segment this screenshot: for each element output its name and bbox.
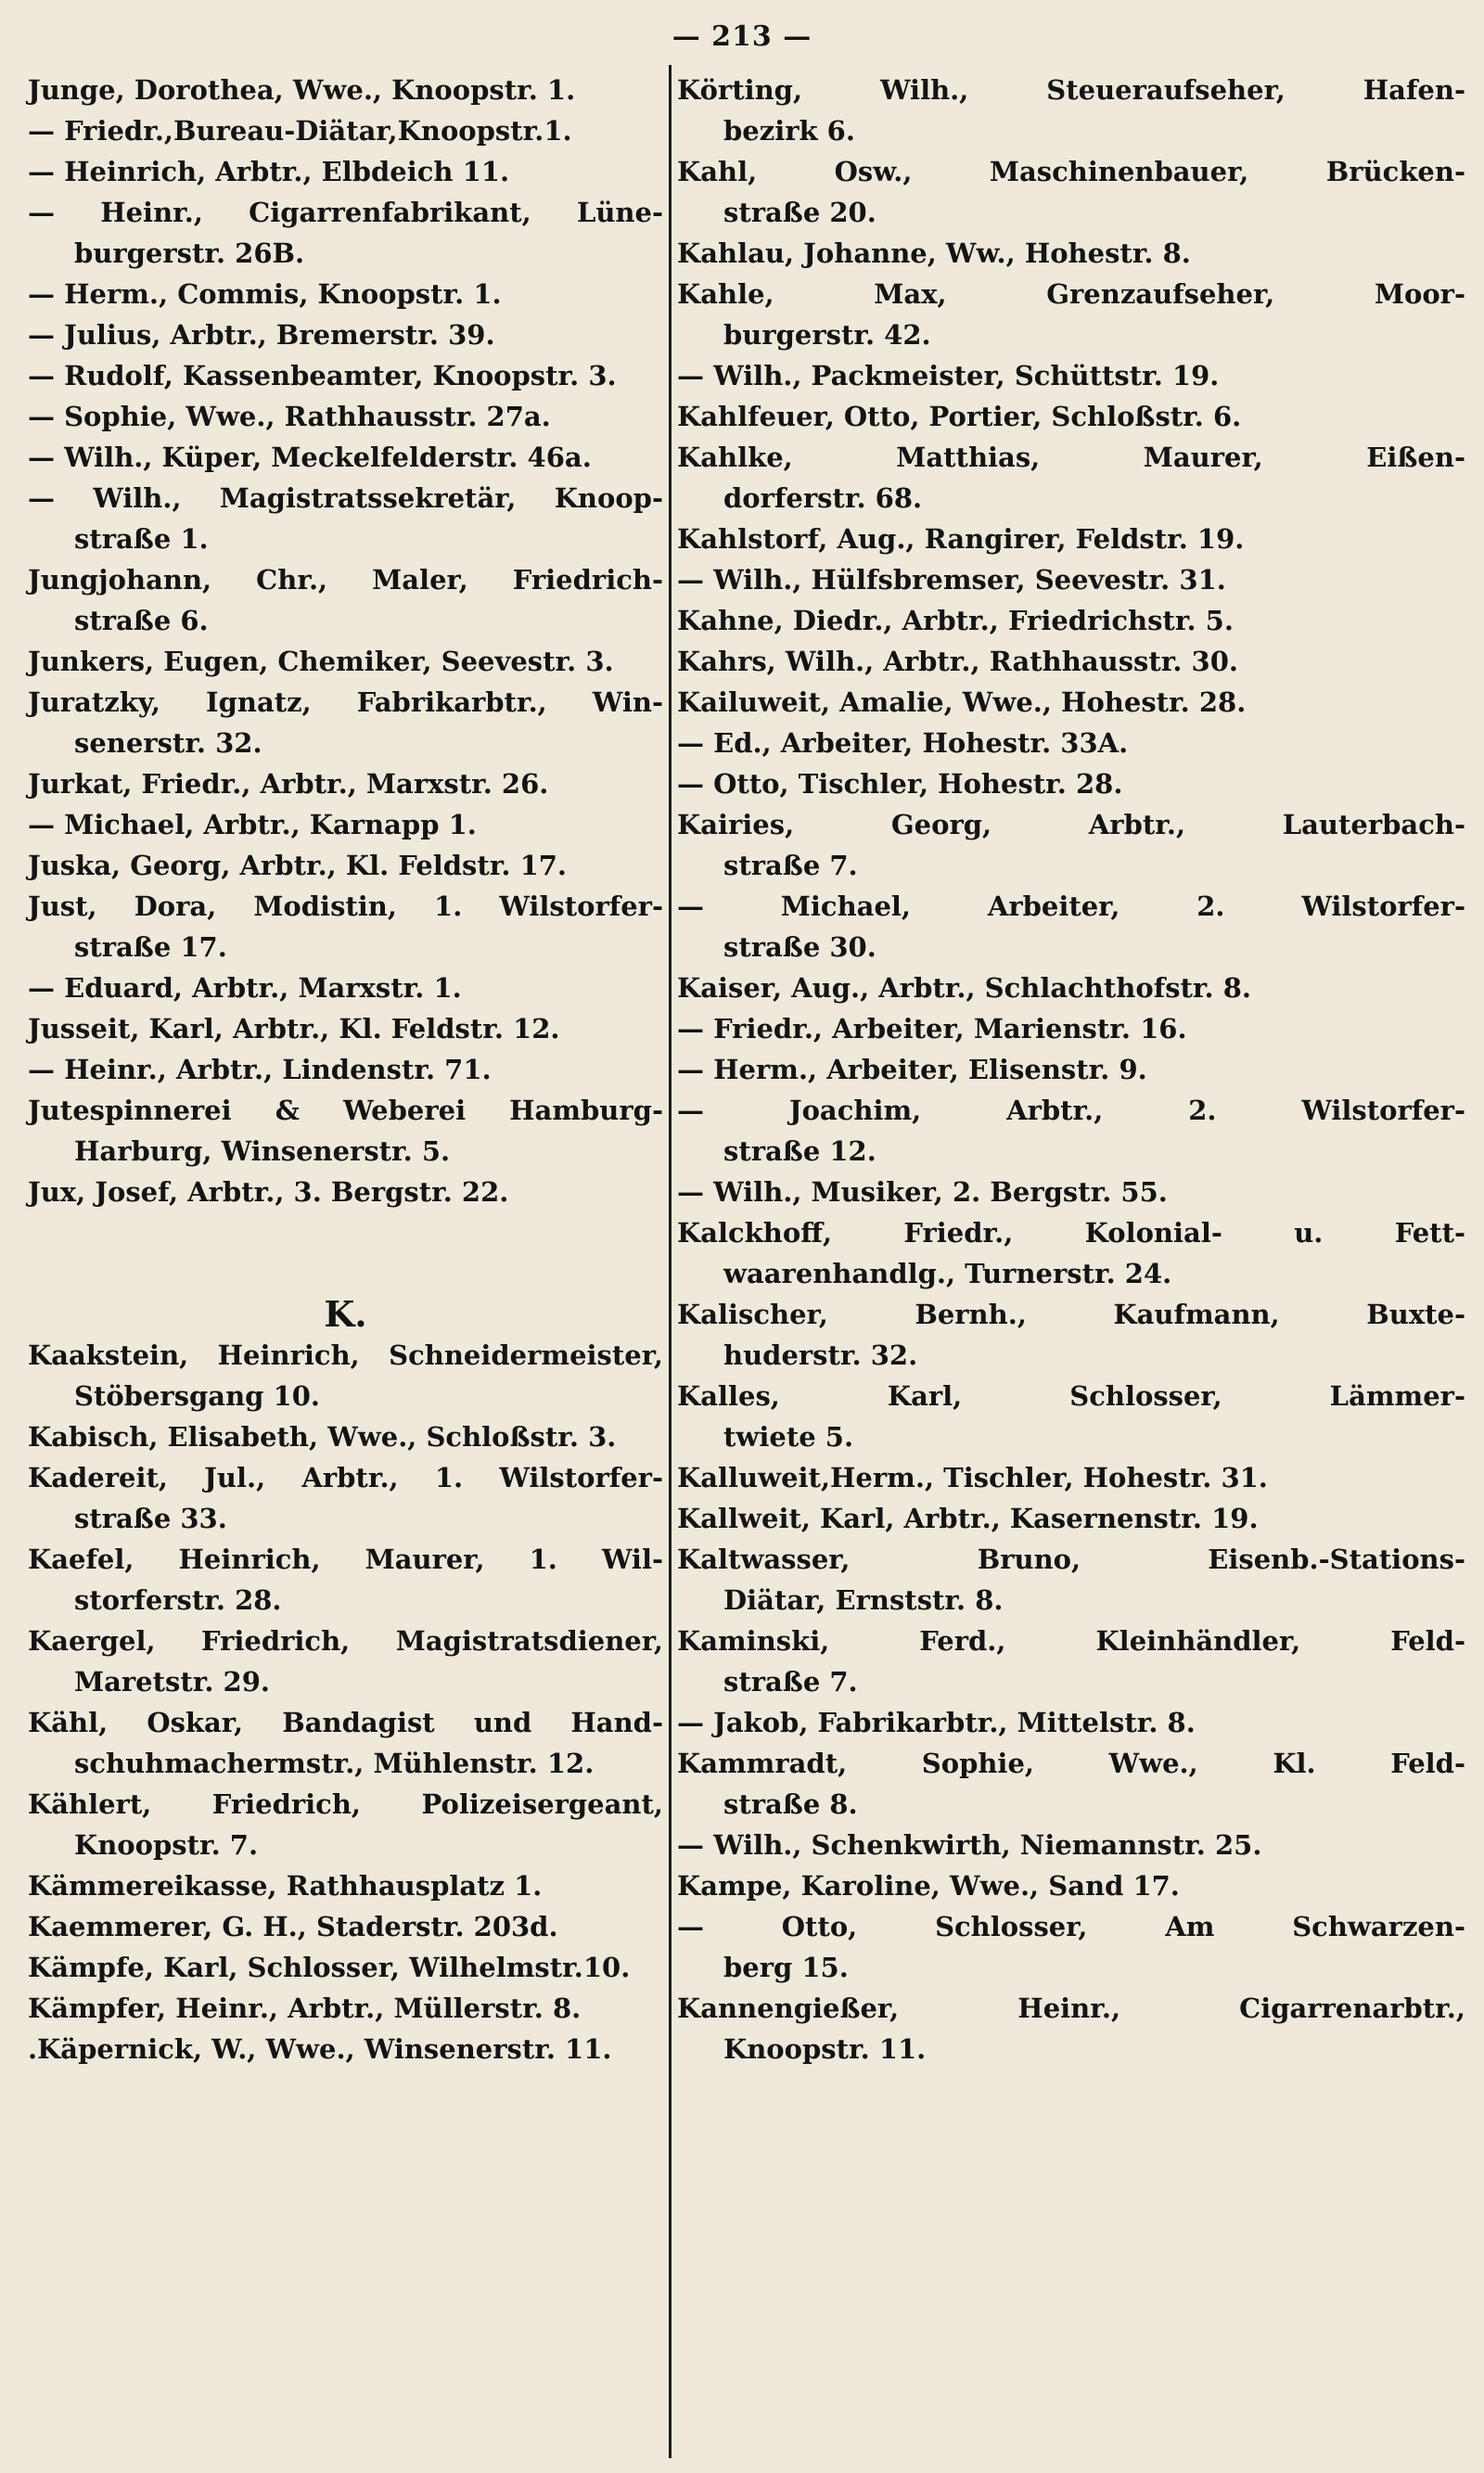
directory-entry: [28, 1049, 663, 1090]
directory-entry: [28, 1702, 663, 1784]
entry-line: Kalischer, Bernh., Kaufmann, Buxte-: [677, 1299, 1465, 1330]
entry-continuation: bezirk 6.: [723, 115, 855, 147]
entry-line: Kairies, Georg, Arbtr., Lauterbach-: [677, 809, 1465, 840]
entry-line: Kaiser, Aug., Arbtr., Schlachthofstr. 8.: [677, 972, 1251, 1004]
entry-line: Jutespinnerei & Weberei Hamburg-: [28, 1095, 663, 1126]
entry-line: — Wilh., Hülfsbremser, Seevestr. 31.: [677, 564, 1226, 596]
directory-entry: [28, 437, 663, 478]
entry-line: Körting, Wilh., Steueraufseher, Hafen-: [677, 74, 1465, 106]
directory-entry: [28, 2029, 663, 2069]
entry-line: Jungjohann, Chr., Maler, Friedrich-: [28, 564, 663, 596]
entry-continuation: straße 8.: [723, 1788, 858, 1820]
entry-line: — Wilh., Schenkwirth, Niemannstr. 25.: [677, 1829, 1262, 1861]
entry-line: Kaefel, Heinrich, Maurer, 1. Wil-: [28, 1544, 663, 1575]
entry-continuation: huderstr. 32.: [723, 1339, 918, 1371]
entry-line: — Ed., Arbeiter, Hohestr. 33A.: [677, 727, 1129, 759]
directory-entry: [677, 274, 1465, 355]
entry-line: — Michael, Arbtr., Karnapp 1.: [28, 809, 477, 840]
page-number: — 213 —: [672, 20, 812, 53]
entry-line: Kampe, Karoline, Wwe., Sand 17.: [677, 1870, 1180, 1902]
directory-entry: [677, 1988, 1465, 2069]
directory-entry: [677, 519, 1465, 559]
directory-entry: [28, 967, 663, 1008]
entry-line: Kämpfer, Heinr., Arbtr., Müllerstr. 8.: [28, 1992, 582, 2024]
entry-line: — Sophie, Wwe., Rathhausstr. 27a.: [28, 401, 551, 432]
directory-entry: [28, 151, 663, 192]
entry-line: Kahrs, Wilh., Arbtr., Rathhausstr. 30.: [677, 646, 1239, 677]
directory-entry: [28, 1988, 663, 2029]
directory-entry: [28, 1457, 663, 1539]
directory-entry: [28, 1865, 663, 1906]
directory-entry: [28, 1416, 663, 1457]
left-column: [28, 70, 663, 2069]
directory-entry: [677, 355, 1465, 396]
directory-entry: [677, 437, 1465, 519]
entry-continuation: berg 15.: [723, 1952, 849, 1983]
directory-entry: [677, 1621, 1465, 1702]
directory-entry: [677, 886, 1465, 967]
entry-continuation: Knoopstr. 11.: [723, 2033, 927, 2065]
directory-entry: [28, 70, 663, 110]
directory-entry: [28, 396, 663, 437]
entry-continuation: straße 6.: [74, 605, 209, 636]
entry-continuation: Harburg, Winsenerstr. 5.: [74, 1135, 451, 1167]
entry-continuation: burgerstr. 42.: [723, 319, 931, 351]
entry-line: Kahlke, Matthias, Maurer, Eißen-: [677, 442, 1465, 473]
directory-entry: [28, 1621, 663, 1702]
entry-line: Jurkat, Friedr., Arbtr., Marxstr. 26.: [28, 768, 549, 800]
entry-line: Kammradt, Sophie, Wwe., Kl. Feld-: [677, 1748, 1465, 1779]
entry-line: — Herm., Commis, Knoopstr. 1.: [28, 278, 502, 310]
directory-entry: [677, 763, 1465, 804]
directory-entry: [28, 274, 663, 314]
entry-line: Kalckhoff, Friedr., Kolonial- u. Fett-: [677, 1217, 1465, 1249]
directory-entry: [28, 763, 663, 804]
directory-entry: [677, 1743, 1465, 1825]
directory-entry: [677, 1539, 1465, 1621]
entry-continuation: waarenhandlg., Turnerstr. 24.: [723, 1258, 1172, 1289]
directory-entry: [677, 1906, 1465, 1988]
directory-entry: [28, 1784, 663, 1865]
entry-line: Kählert, Friedrich, Polizeisergeant,: [28, 1788, 663, 1820]
entry-continuation: straße 7.: [723, 850, 858, 881]
entry-line: Kaakstein, Heinrich, Schneidermeister,: [28, 1339, 663, 1371]
directory-entry: [28, 192, 663, 274]
entry-line: — Friedr.,Bureau-Diätar,Knoopstr.1.: [28, 115, 572, 147]
directory-entry: [677, 559, 1465, 600]
entry-line: — Wilh., Magistratssekretär, Knoop-: [28, 482, 663, 514]
directory-entry: [28, 1947, 663, 1988]
entry-line: Just, Dora, Modistin, 1. Wilstorfer-: [28, 891, 663, 922]
entry-line: Kaltwasser, Bruno, Eisenb.-Stations-: [677, 1544, 1465, 1575]
directory-entry: [677, 600, 1465, 641]
directory-entry: [28, 1090, 663, 1172]
directory-entry: [28, 478, 663, 559]
entry-line: Kahle, Max, Grenzaufseher, Moor-: [677, 278, 1465, 310]
directory-entry: [677, 682, 1465, 723]
entry-line: Kaminski, Ferd., Kleinhändler, Feld-: [677, 1625, 1465, 1657]
directory-entry: [28, 804, 663, 845]
directory-entry: [28, 845, 663, 886]
directory-entry: [677, 1457, 1465, 1498]
entry-continuation: senerstr. 32.: [74, 727, 262, 759]
entry-line: Kämpfe, Karl, Schlosser, Wilhelmstr.10.: [28, 1952, 631, 1983]
directory-entry: [28, 559, 663, 641]
entry-line: — Heinrich, Arbtr., Elbdeich 11.: [28, 156, 510, 187]
entry-line: Kailuweit, Amalie, Wwe., Hohestr. 28.: [677, 686, 1247, 718]
entry-line: — Wilh., Küper, Meckelfelderstr. 46a.: [28, 442, 592, 473]
entry-line: — Wilh., Musiker, 2. Bergstr. 55.: [677, 1176, 1168, 1208]
entry-line: Kahlfeuer, Otto, Portier, Schloßstr. 6.: [677, 401, 1242, 432]
entry-continuation: straße 33.: [74, 1503, 227, 1534]
entry-line: Kalles, Karl, Schlosser, Lämmer-: [677, 1380, 1465, 1412]
directory-entry: [677, 1212, 1465, 1294]
entry-continuation: Diätar, Ernststr. 8.: [723, 1584, 1004, 1616]
directory-entry: [677, 1172, 1465, 1212]
entry-line: Kabisch, Elisabeth, Wwe., Schloßstr. 3.: [28, 1421, 617, 1453]
entry-line: Kallweit, Karl, Arbtr., Kasernenstr. 19.: [677, 1503, 1259, 1534]
entry-line: — Joachim, Arbtr., 2. Wilstorfer-: [677, 1095, 1465, 1126]
entry-line: — Friedr., Arbeiter, Marienstr. 16.: [677, 1013, 1187, 1044]
entry-line: Kannengießer, Heinr., Cigarrenarbtr.,: [677, 1992, 1465, 2024]
directory-entry: [28, 314, 663, 355]
entry-line: — Otto, Schlosser, Am Schwarzen-: [677, 1911, 1465, 1942]
directory-entry: [28, 1906, 663, 1947]
entry-continuation: burgerstr. 26B.: [74, 237, 305, 269]
directory-entry: [677, 641, 1465, 682]
entry-line: Kämmereikasse, Rathhausplatz 1.: [28, 1870, 543, 1902]
entry-line: — Michael, Arbeiter, 2. Wilstorfer-: [677, 891, 1465, 922]
entry-line: Kahne, Diedr., Arbtr., Friedrichstr. 5.: [677, 605, 1234, 636]
entry-continuation: straße 1.: [74, 523, 209, 555]
entry-line: Kahl, Osw., Maschinenbauer, Brücken-: [677, 156, 1465, 187]
directory-entry: [677, 1049, 1465, 1090]
entry-line: Juska, Georg, Arbtr., Kl. Feldstr. 17.: [28, 850, 568, 881]
directory-entry: [28, 1335, 663, 1416]
entry-continuation: Maretstr. 29.: [74, 1666, 271, 1698]
directory-entry: [677, 396, 1465, 437]
right-entries: [677, 70, 1465, 2069]
entry-line: — Wilh., Packmeister, Schüttstr. 19.: [677, 360, 1220, 391]
entry-continuation: straße 20.: [723, 197, 876, 228]
entry-line: Kaemmerer, G. H., Staderstr. 203d.: [28, 1911, 558, 1942]
entry-line: Kähl, Oskar, Bandagist und Hand-: [28, 1707, 663, 1738]
entry-continuation: dorferstr. 68.: [723, 482, 923, 514]
column-divider: [669, 65, 672, 2458]
directory-entry: [677, 1865, 1465, 1906]
entry-line: — Eduard, Arbtr., Marxstr. 1.: [28, 972, 462, 1004]
directory-entry: [677, 1294, 1465, 1376]
entry-line: Jux, Josef, Arbtr., 3. Bergstr. 22.: [28, 1176, 509, 1208]
entry-line: .Käpernick, W., Wwe., Winsenerstr. 11.: [28, 2033, 612, 2065]
directory-entry: [28, 110, 663, 151]
directory-entry: [677, 1702, 1465, 1743]
entry-continuation: straße 30.: [723, 931, 876, 963]
entry-line: — Heinr., Arbtr., Lindenstr. 71.: [28, 1054, 492, 1085]
entry-line: Jusseit, Karl, Arbtr., Kl. Feldstr. 12.: [28, 1013, 560, 1044]
entry-line: Kalluweit,Herm., Tischler, Hohestr. 31.: [677, 1462, 1268, 1493]
directory-entry: [677, 1376, 1465, 1457]
directory-entry: [28, 355, 663, 396]
right-column: [677, 70, 1465, 2069]
directory-entry: [28, 682, 663, 763]
directory-entry: [677, 723, 1465, 763]
entry-continuation: straße 12.: [723, 1135, 876, 1167]
entry-line: Kaergel, Friedrich, Magistratsdiener,: [28, 1625, 663, 1657]
directory-entry: [28, 1172, 663, 1212]
directory-entry: [677, 967, 1465, 1008]
entry-line: Junge, Dorothea, Wwe., Knoopstr. 1.: [28, 74, 576, 106]
entry-line: — Herm., Arbeiter, Elisenstr. 9.: [677, 1054, 1147, 1085]
directory-entry: [677, 1498, 1465, 1539]
directory-entry: [677, 151, 1465, 233]
entry-line: — Otto, Tischler, Hohestr. 28.: [677, 768, 1123, 800]
entry-continuation: schuhmachermstr., Mühlenstr. 12.: [74, 1748, 595, 1779]
left-entries: [28, 70, 663, 1212]
directory-entry: [677, 804, 1465, 886]
entry-line: — Heinr., Cigarrenfabrikant, Lüne-: [28, 197, 663, 228]
directory-entry: [28, 1008, 663, 1049]
directory-entry: [677, 1008, 1465, 1049]
entry-line: Juratzky, Ignatz, Fabrikarbtr., Win-: [28, 686, 663, 718]
directory-entry: [28, 1539, 663, 1621]
entry-continuation: Knoopstr. 7.: [74, 1829, 259, 1861]
directory-entry: [28, 641, 663, 682]
entry-continuation: straße 17.: [74, 931, 227, 963]
entry-line: — Julius, Arbtr., Bremerstr. 39.: [28, 319, 495, 351]
directory-entry: [28, 886, 663, 967]
directory-entry: [677, 1090, 1465, 1172]
entry-line: Kahlau, Johanne, Ww., Hohestr. 8.: [677, 237, 1191, 269]
entry-continuation: twiete 5.: [723, 1421, 854, 1453]
directory-entry: [677, 233, 1465, 274]
entry-line: — Jakob, Fabrikarbtr., Mittelstr. 8.: [677, 1707, 1196, 1738]
entry-continuation: straße 7.: [723, 1666, 858, 1698]
section-heading: K.: [324, 1293, 367, 1335]
entry-continuation: storferstr. 28.: [74, 1584, 282, 1616]
entry-line: — Rudolf, Kassenbeamter, Knoopstr. 3.: [28, 360, 617, 391]
entry-line: Kahlstorf, Aug., Rangirer, Feldstr. 19.: [677, 523, 1245, 555]
entry-line: Kadereit, Jul., Arbtr., 1. Wilstorfer-: [28, 1462, 663, 1493]
directory-entry: [677, 1825, 1465, 1865]
directory-entry: [677, 70, 1465, 151]
entry-line: Junkers, Eugen, Chemiker, Seevestr. 3.: [28, 646, 614, 677]
entry-continuation: Stöbersgang 10.: [74, 1380, 320, 1412]
left-k-entries: [28, 1335, 663, 2069]
